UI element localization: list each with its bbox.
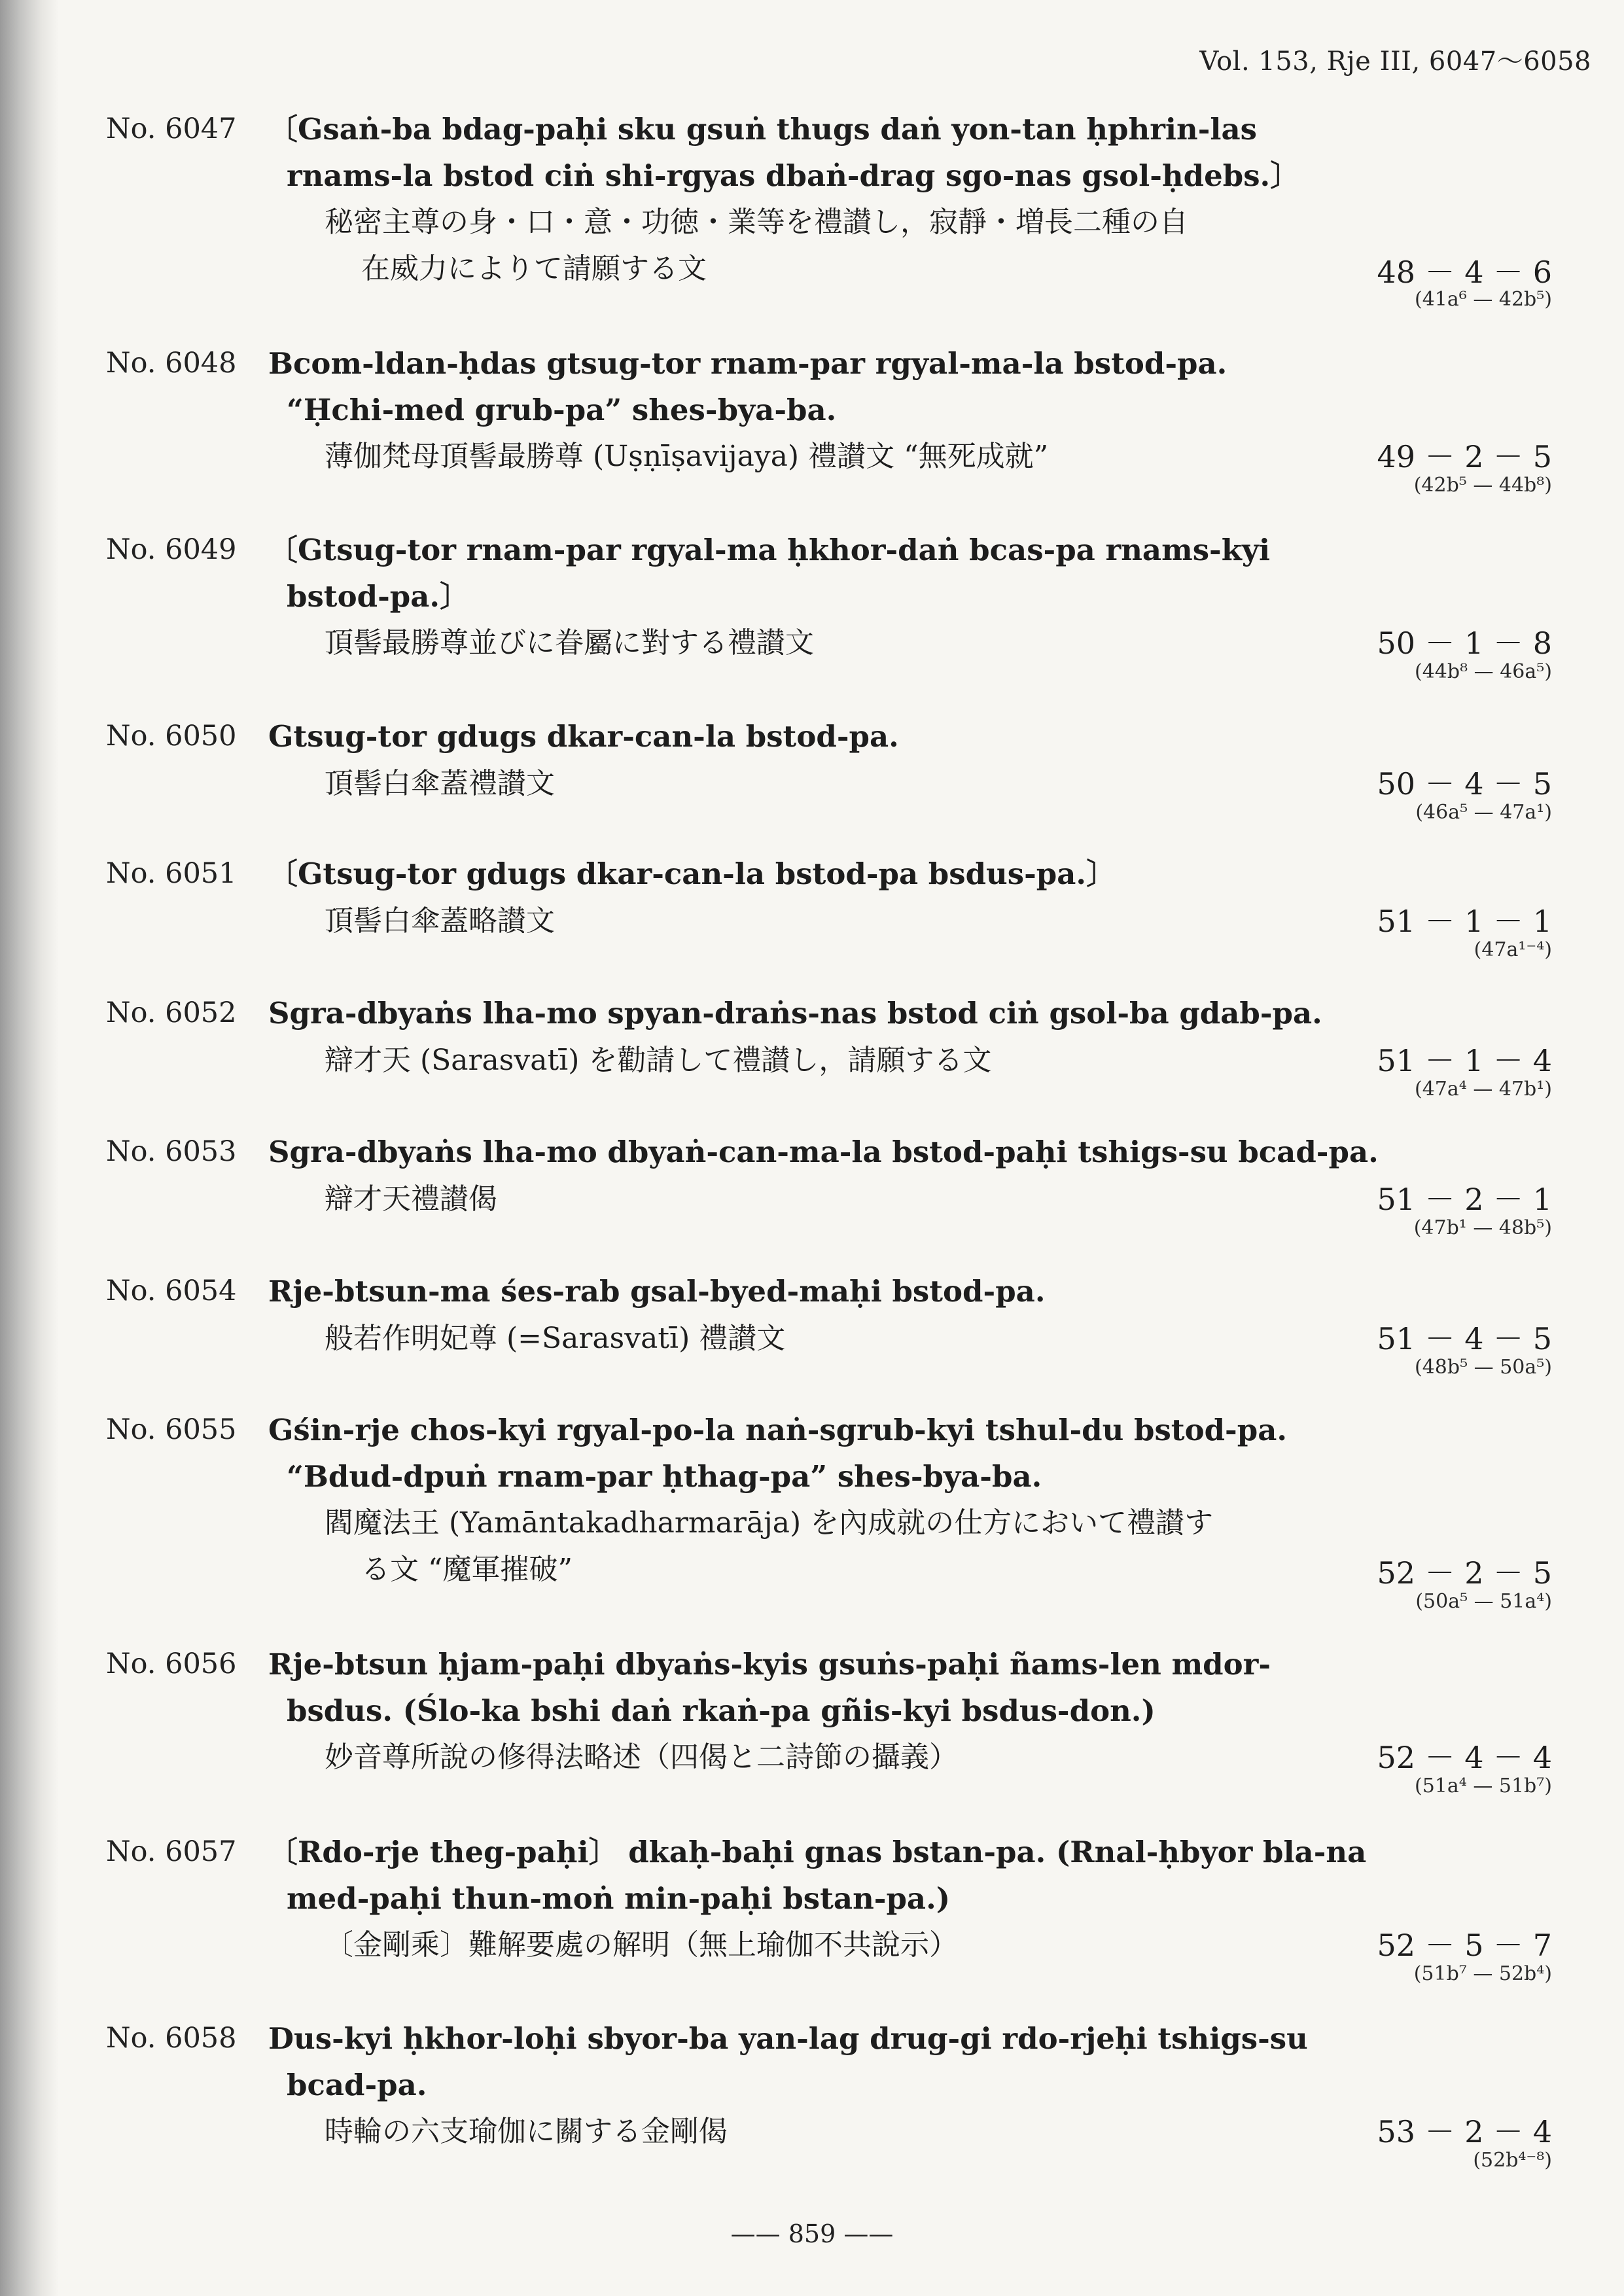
entry-title-japanese (325, 1176, 1385, 1222)
volume-reference: 52 － 5 － 7 (1377, 1928, 1552, 1963)
entry-number: No. 6058 (106, 2022, 237, 2055)
entry-title-japanese (325, 199, 1385, 292)
entry-title-tibetan (268, 1129, 1381, 1175)
title-line: bsdus. (Ślo-ka bshi daṅ rkaṅ-pa gñis-kyi bsdus-don.) (287, 1693, 1156, 1728)
title-line: bcad-pa. (287, 2068, 427, 2102)
japanese-line: 閻魔法王 (Yamāntakadharmarāja) を內成就の仕方において禮讃す (325, 1506, 1214, 1540)
volume-reference: 52 － 2 － 5 (1377, 1555, 1552, 1591)
entry-number: No. 6057 (106, 1835, 237, 1868)
volume-reference: 51 － 1 － 1 (1377, 904, 1552, 939)
folio-reference: (47a⁴ — 47b¹) (1415, 1078, 1552, 1101)
entry-title-japanese (325, 1315, 1385, 1362)
folio-reference: (51a⁴ — 51b⁷) (1415, 1775, 1552, 1797)
title-line: Dus-kyi ḥkhor-loḥi sbyor-ba yan-lag drug-gi rdo-rjeḥi tshigs-su (268, 2021, 1308, 2056)
folio-reference: (47a¹⁻⁴) (1474, 938, 1552, 961)
title-line: Gtsug-tor gdugs dkar-can-la bstod-pa. (268, 719, 899, 754)
entry-title-tibetan (268, 1407, 1381, 1500)
title-line: Sgra-dbyaṅs lha-mo dbyaṅ-can-ma-la bstod-paḥi tshigs-su bcad-pa. (268, 1135, 1379, 1169)
entry-number: No. 6049 (106, 533, 237, 566)
japanese-line: 辯才天禮讃偈 (325, 1182, 497, 1216)
japanese-line: 時輪の六支瑜伽に關する金剛偈 (325, 2115, 728, 2148)
entry-title-tibetan (268, 527, 1381, 620)
japanese-line: 〔金剛乘〕難解要處の解明（無上瑜伽不共說示） (325, 1928, 958, 1962)
volume-reference: 51 － 1 － 4 (1377, 1043, 1552, 1078)
entry-title-japanese (325, 1037, 1385, 1084)
volume-reference: 52 － 4 － 4 (1377, 1740, 1552, 1775)
folio-reference: (41a⁶ — 42b⁵) (1415, 288, 1552, 311)
entry-title-tibetan (268, 1268, 1381, 1315)
title-line: “Bdud-dpuṅ rnam-par ḥthag-pa” shes-bya-ba. (287, 1459, 1042, 1494)
title-line: 〔Gtsug-tor gdugs dkar-can-la bstod-pa bsdus-pa.〕 (268, 857, 1116, 891)
folio-reference: (48b⁵ — 50a⁵) (1415, 1356, 1552, 1379)
entry-number: No. 6055 (106, 1413, 237, 1446)
entry-title-tibetan (268, 1829, 1381, 1922)
volume-reference: 51 － 4 － 5 (1377, 1321, 1552, 1356)
entry-number: No. 6052 (106, 997, 237, 1029)
volume-reference: 51 － 2 － 1 (1377, 1182, 1552, 1217)
volume-reference: 49 － 2 － 5 (1377, 439, 1552, 474)
title-line: 〔Rdo-rje theg-paḥi〕 dkaḥ-baḥi gnas bstan-pa. (Rnal-ḥbyor bla-na (268, 1835, 1367, 1869)
entry-title-tibetan (268, 851, 1381, 897)
volume-reference: 50 － 4 － 5 (1377, 766, 1552, 802)
entry-title-tibetan (268, 340, 1381, 433)
title-line: “Ḥchi-med grub-pa” shes-bya-ba. (287, 393, 837, 427)
running-head: Vol. 153, Rje III, 6047～6058 (1199, 46, 1591, 77)
japanese-line: 妙音尊所說の修得法略述（四偈と二詩節の攝義） (325, 1740, 958, 1774)
entry-number: No. 6048 (106, 347, 237, 380)
folio-reference: (47b¹ — 48b⁵) (1413, 1216, 1552, 1239)
entry-number: No. 6047 (106, 113, 237, 145)
title-line: Sgra-dbyaṅs lha-mo spyan-draṅs-nas bstod ciṅ gsol-ba gdab-pa. (268, 996, 1322, 1031)
folio-reference: (42b⁵ — 44b⁸) (1413, 474, 1552, 497)
volume-reference: 53 － 2 － 4 (1377, 2114, 1552, 2149)
title-line: bstod-pa.〕 (287, 579, 470, 614)
japanese-line: 辯才天 (Sarasvatī) を勸請して禮讃し，請願する文 (325, 1044, 992, 1077)
folio-reference: (52b⁴⁻⁸) (1473, 2149, 1552, 2172)
title-line: Rje-btsun ḥjam-paḥi dbyaṅs-kyis gsuṅs-paḥi ñams-len mdor- (268, 1647, 1271, 1682)
entry-title-japanese (325, 1500, 1385, 1593)
title-line: 〔Gsaṅ-ba bdag-paḥi sku gsuṅ thugs daṅ yon-tan ḥphrin-las (268, 112, 1257, 147)
folio-reference: (46a⁵ — 47a¹) (1415, 801, 1552, 824)
folio-reference: (51b⁷ — 52b⁴) (1413, 1962, 1552, 1985)
title-line: Gśin-rje chos-kyi rgyal-po-la naṅ-sgrub-kyi tshul-du bstod-pa. (268, 1413, 1288, 1447)
japanese-line: 頂髻白傘蓋禮讃文 (325, 767, 555, 800)
entry-title-japanese (325, 2108, 1385, 2155)
page-number: —— 859 —— (730, 2219, 894, 2248)
japanese-line: 般若作明妃尊 (=Sarasvatī) 禮讃文 (325, 1322, 786, 1355)
title-line: Rje-btsun-ma śes-rab gsal-byed-maḥi bstod-pa. (268, 1274, 1046, 1309)
volume-reference: 48 － 4 － 6 (1377, 255, 1552, 290)
entry-title-tibetan (268, 2015, 1381, 2108)
japanese-line: 薄伽梵母頂髻最勝尊 (Uṣṇīṣavijaya) 禮讃文 “無死成就” (325, 440, 1049, 473)
entry-number: No. 6053 (106, 1135, 237, 1168)
entry-title-tibetan (268, 713, 1381, 760)
japanese-line: 秘密主尊の身・口・意・功徳・業等を禮讃し，寂靜・増長二種の自 (325, 205, 1188, 239)
japanese-line: 在威力によりて請願する文 (361, 252, 707, 285)
japanese-line: 頂髻最勝尊並びに眷屬に對する禮讃文 (325, 626, 814, 660)
title-line: Bcom-ldan-ḥdas gtsug-tor rnam-par rgyal-ma-la bstod-pa. (268, 346, 1227, 381)
entry-title-japanese (325, 1922, 1385, 1968)
japanese-line: る文 “魔軍摧破” (361, 1553, 573, 1586)
entry-title-tibetan (268, 990, 1381, 1036)
volume-reference: 50 － 1 － 8 (1377, 626, 1552, 661)
folio-reference: (44b⁸ — 46a⁵) (1415, 660, 1552, 683)
entry-number: No. 6050 (106, 720, 237, 752)
title-line: med-paḥi thun-moṅ min-paḥi bstan-pa.) (287, 1881, 951, 1916)
entry-title-tibetan (268, 106, 1381, 199)
entry-title-tibetan (268, 1641, 1381, 1734)
japanese-line: 頂髻白傘蓋略讃文 (325, 904, 555, 938)
entry-title-japanese (325, 760, 1385, 807)
folio-reference: (50a⁵ — 51a⁴) (1415, 1590, 1552, 1613)
entry-number: No. 6056 (106, 1648, 237, 1680)
entry-title-japanese (325, 620, 1385, 666)
title-line: rnams-la bstod ciṅ shi-rgyas dbaṅ-drag sgo-nas gsol-ḥdebs.〕 (287, 158, 1300, 193)
entry-title-japanese (325, 433, 1385, 480)
title-line: 〔Gtsug-tor rnam-par rgyal-ma ḥkhor-daṅ bcas-pa rnams-kyi (268, 533, 1271, 567)
entry-title-japanese (325, 898, 1385, 944)
entry-number: No. 6051 (106, 857, 237, 890)
entry-title-japanese (325, 1734, 1385, 1780)
entry-number: No. 6054 (106, 1275, 237, 1307)
